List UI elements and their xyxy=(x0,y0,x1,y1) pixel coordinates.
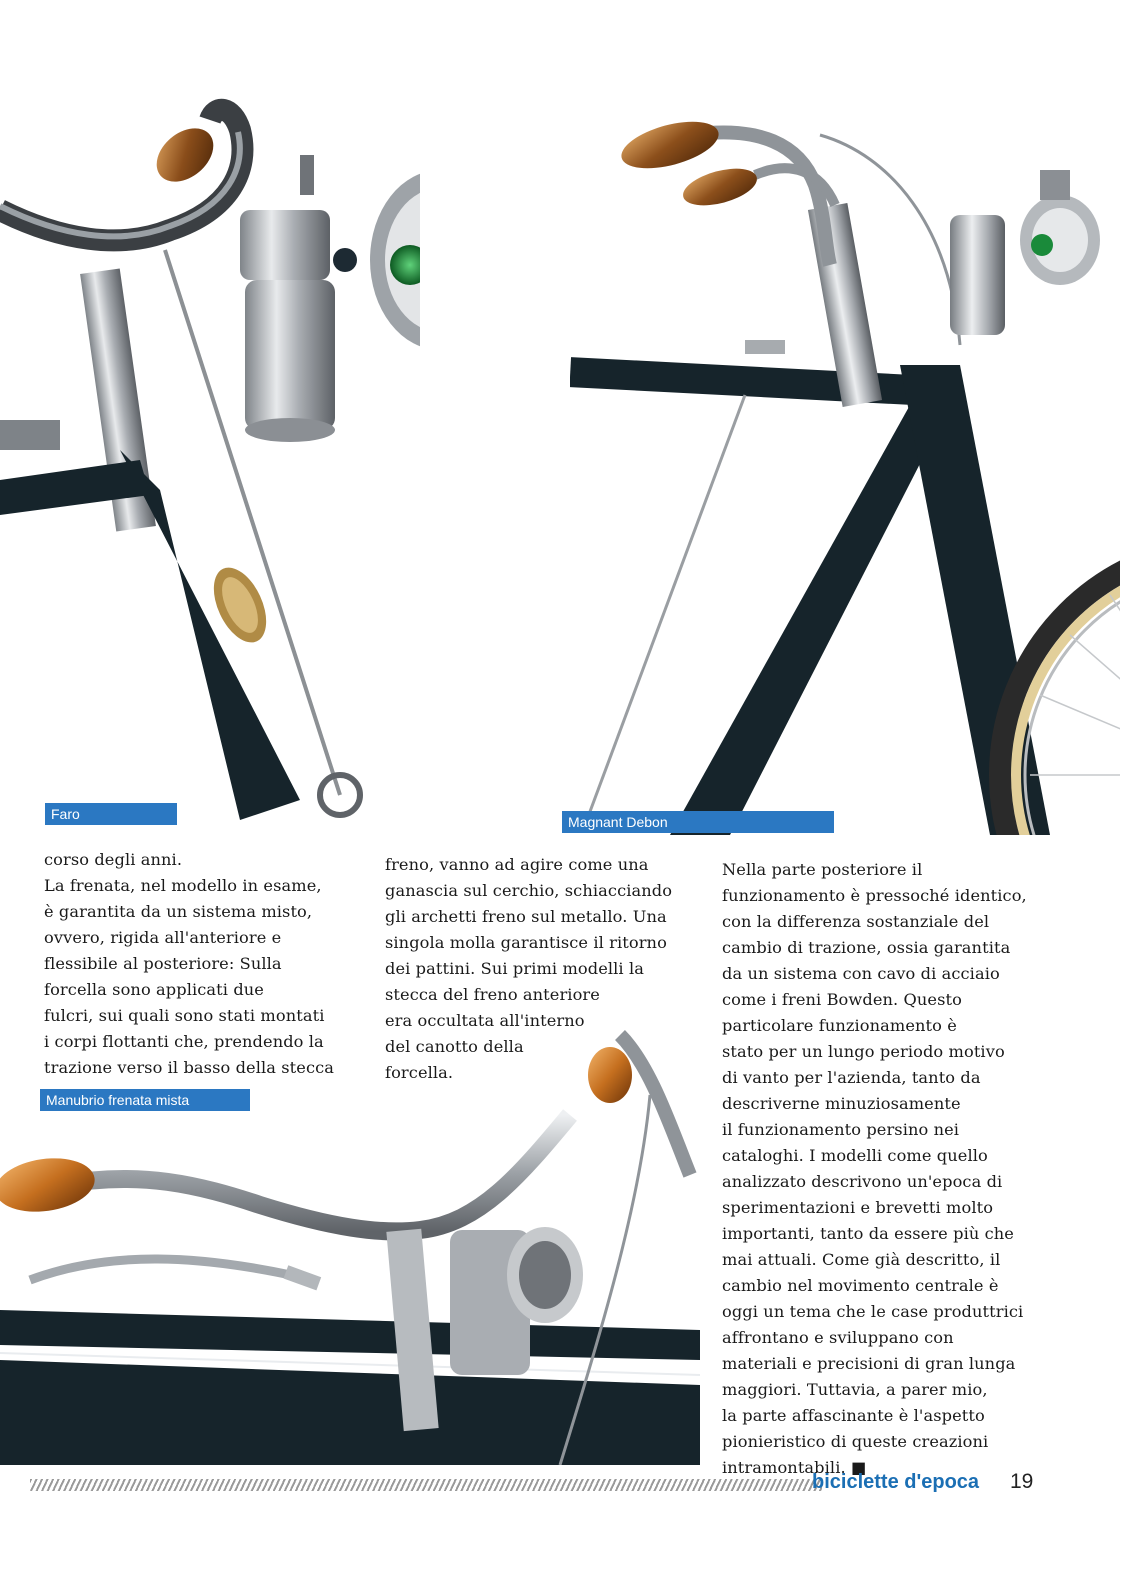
text-line: materiali e precisioni di gran lunga xyxy=(722,1354,1016,1373)
page-number: 19 xyxy=(1010,1470,1034,1493)
text-line: era occultata all'interno xyxy=(385,1011,585,1030)
text-line: forcella. xyxy=(385,1063,454,1082)
text-line: cambio nel movimento centrale è xyxy=(722,1276,999,1295)
text-line: corso degli anni. xyxy=(44,850,183,869)
text-line: intramontabili. ■ xyxy=(722,1458,867,1477)
text-line: dei pattini. Sui primi modelli la xyxy=(385,959,644,978)
text-line: la parte affascinante è l'aspetto xyxy=(722,1406,985,1425)
text-line: è garantita da un sistema misto, xyxy=(44,902,313,921)
text-line: particolare funzionamento è xyxy=(722,1016,957,1035)
page-footer xyxy=(30,1471,1090,1501)
text-line: di vanto per l'azienda, tanto da xyxy=(722,1068,981,1087)
wheel-icon xyxy=(1000,545,1120,835)
text-line: freno, vanno ad agire come una xyxy=(385,855,649,874)
text-line: cambio di trazione, ossia garantita xyxy=(722,938,1011,957)
text-line: flessibile al posteriore: Sulla xyxy=(44,954,282,973)
hatch-divider xyxy=(30,1479,822,1491)
text-line: del canotto della xyxy=(385,1037,524,1056)
wooden-grip-icon xyxy=(0,1047,632,1218)
wooden-grip-icon xyxy=(146,118,223,193)
text-line: affrontano e sviluppano con xyxy=(722,1328,954,1347)
text-line: Nella parte posteriore il xyxy=(722,860,923,879)
text-line: gli archetti freno sul metallo. Una xyxy=(385,907,667,926)
text-line: il funzionamento persino nei xyxy=(722,1120,960,1139)
text-line: pionieristico di queste creazioni xyxy=(722,1432,989,1451)
photo-magnant-debon xyxy=(570,75,1120,835)
photo-faro xyxy=(0,60,420,830)
text-line: singola molla garantisce il ritorno xyxy=(385,933,667,952)
text-line: descriverne minuziosamente xyxy=(722,1094,961,1113)
text-line: stecca del freno anteriore xyxy=(385,985,600,1004)
magazine-title: biciclette d'epoca xyxy=(812,1471,980,1493)
text-line: maggiori. Tuttavia, a parer mio, xyxy=(722,1380,988,1399)
caption-magnant-debon: Magnant Debon xyxy=(562,811,834,833)
text-line: funzionamento è pressoché identico, xyxy=(722,886,1027,905)
text-line: trazione verso il basso della stecca xyxy=(44,1058,335,1077)
text-line: fulcri, sui quali sono stati montati xyxy=(44,1006,325,1025)
text-line: ganascia sul cerchio, schiacciando xyxy=(385,881,673,900)
text-line: cataloghi. I modelli come quello xyxy=(722,1146,988,1165)
text-line: da un sistema con cavo di acciaio xyxy=(722,964,1000,983)
text-line: come i freni Bowden. Questo xyxy=(722,990,962,1009)
text-line: sperimentazioni e brevetti molto xyxy=(722,1198,994,1217)
text-line: i corpi flottanti che, prendendo la xyxy=(44,1032,324,1051)
text-column-3 xyxy=(722,857,1027,1481)
carbide-lamp-icon xyxy=(240,155,420,442)
text-line: La frenata, nel modello in esame, xyxy=(44,876,322,895)
photo-manubrio-frenata-mista xyxy=(0,1005,700,1465)
carbide-lamp-icon xyxy=(950,170,1100,335)
caption-manubrio-frenata-mista: Manubrio frenata mista xyxy=(40,1089,250,1111)
text-line: analizzato descrivono un'epoca di xyxy=(722,1172,1003,1191)
text-line: ovvero, rigida all'anteriore e xyxy=(44,928,282,947)
text-line: importanti, tanto da essere più che xyxy=(722,1224,1014,1243)
text-line: forcella sono applicati due xyxy=(44,980,264,999)
caption-faro: Faro xyxy=(45,803,177,825)
text-line: con la differenza sostanziale del xyxy=(722,912,990,931)
text-line: stato per un lungo periodo motivo xyxy=(722,1042,1005,1061)
text-line: mai attuali. Come già descritto, il xyxy=(722,1250,1001,1269)
text-line: oggi un tema che le case produttrici xyxy=(722,1302,1024,1321)
